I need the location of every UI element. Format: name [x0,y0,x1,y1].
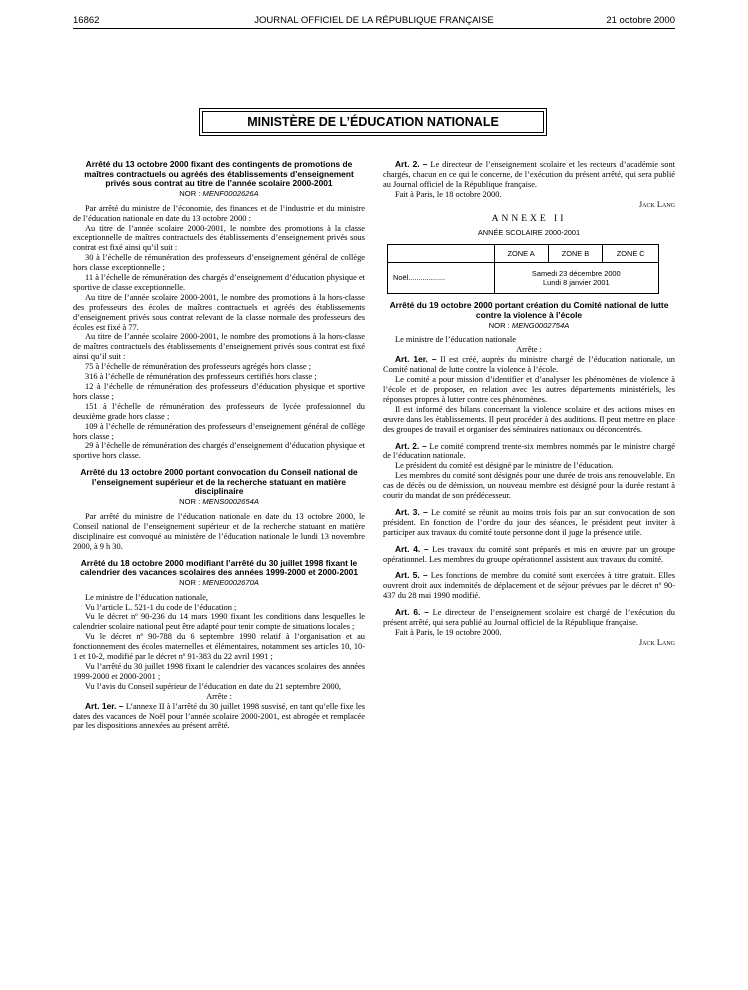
nor-reference: NOR : MENG0002754A [488,320,570,330]
arrete-heading: Arrête : [516,345,542,355]
paragraph: 151 à l’échelle de rémunération des professeurs de lycée professionnel du deuxième grade hors classe ; [73,401,365,421]
table-header: ZONE B [548,245,603,263]
paragraph: Par arrêté du ministre de l’éducation nationale en date du 13 octobre 2000, le Conseil national de l’enseignement supérieur et de la recherche statuant en matière disciplinaire est convoqué au ministère de l’éducation nationale le lundi 13 novembre 2000, à 9 h 30. [73,511,365,551]
paragraph: 11 à l’échelle de rémunération des chargés d’enseignement d’éducation physique et sportive de classe exceptionnelle. [73,273,365,292]
article: Art. 1er. – L’annexe II à l’arrêté du 30 juillet 1998 susvisé, en tant qu’elle fixe les dates des vacances de Noël pour l’année scolaire 2000-2001, est abrogée et remplacée par les dispositions annexées au présent arrêté. [73,700,366,731]
right-column [383,160,675,648]
signature-place-date: Fait à Paris, le 18 octobre 2000. [395,189,502,199]
article: Art. 6. – Le directeur de l’enseignement scolaire est chargé de l’exécution du présent arrêté, qui sera publié au Journal officiel de la République française. [383,607,675,628]
paragraph: Le président du comité est désigné par le ministre de l’éducation. [395,461,614,471]
paragraph: 316 à l’échelle de rémunération des professeurs certifiés hors classe ; [85,372,317,382]
journal-title: JOURNAL OFFICIEL DE LA RÉPUBLIQUE FRANÇAISE [254,15,494,26]
article: Art. 1er. – Il est créé, auprès du ministre chargé de l’éducation nationale, un Comité national de lutte contre la violence à l’école. [383,354,675,375]
paragraph: Au titre de l’année scolaire 2000-2001, le nombre des promotions à la hors-classe des professeurs des écoles de maîtres contractuels et agréés des établissements d’enseignement privés sous contrat relevant de la classe normale des professeurs des écoles est fixé à 77. [73,292,365,332]
paragraph: 30 à l’échelle de rémunération des professeurs d’enseignement général de collège hors classe exceptionnelle ; [73,253,365,273]
paragraph: Vu l’article L. 521-1 du code de l’éducation ; [85,602,237,612]
paragraph: Au titre de l’année scolaire 2000-2001, le nombre des promotions à la classe exceptionnelle de maîtres contractuels des établissements d’enseignement privés sous contrat est fixé ainsi qu’il suit : [73,223,365,253]
paragraph: 109 à l’échelle de rémunération des professeurs d’enseignement général de collège hors classe ; [73,421,365,441]
arrete-heading: Arrête : [206,691,232,701]
article: Art. 3. – Le comité se réunit au moins trois fois par an sur convocation de son président. En fonction de l’ordre du jour des séances, le président peut inviter à participer aux travaux du comité toute personne dont il juge la présence utile. [383,506,675,537]
ministry-title: MINISTÈRE DE L’ÉDUCATION NATIONALE [202,111,544,133]
signature: Jack Lang [638,637,675,647]
article: Art. 5. – Les fonctions de membre du comité sont exercées à titre gratuit. Elles ouvrent droit aux indemnités de déplacement et de séjour prévues par le décret nº 90-437 du 28 mai 1990 modifié. [383,570,675,601]
paragraph: 75 à l’échelle de rémunération des professeurs agrégés hors classe ; [85,362,312,372]
paragraph: Au titre de l’année scolaire 2000-2001, le nombre des promotions à la hors-classe de maîtres contractuels des établissements d’enseignement privés sous contrat est fixé ainsi qu’il suit : [73,332,365,362]
paragraph: 12 à l’échelle de rémunération des professeurs d’éducation physique et sportive hors classe ; [73,382,365,401]
nor-reference: NOR : MENE0002670A [179,577,259,587]
ministry-box [199,108,547,136]
paragraph: 29 à l’échelle de rémunération des chargés d’enseignement d’éducation physique et sportive hors classe. [73,441,365,461]
signature: Jack Lang [638,199,675,209]
paragraph: Le comité a pour mission d’identifier et d’analyser les phénomènes de violence à l’école et de proposer, en relation avec les autres départements ministériels, les réponses propres à lutter contre ces phénomènes. [383,375,675,404]
paragraph: Vu le décret nº 90-236 du 14 mars 1990 fixant les conditions dans lesquelles le calendrier scolaire national peut être adapté pour tenir compte de situations locales ; [73,612,365,632]
paragraph: Les membres du comité sont désignés pour une durée de trois ans renouvelable. En cas de décès ou de démission, un nouveau membre est désigné pour la durée restant à courir du mandat de son prédécesseur. [383,471,675,501]
holiday-dates: Samedi 23 décembre 2000 Lundi 8 janvier 2001 [494,263,658,294]
article: Art. 2. – Le comité comprend trente-six membres nommés par le ministre chargé de l’éducation nationale. [383,440,675,461]
annexe-title: ANNEXE II [491,213,567,224]
paragraph: Il est informé des bilans concernant la violence scolaire et des actions mises en œuvre dans les établissements. Il peut procéder à des auditions. Il peut mettre en place des groupes de travail et organiser des séminaires nationaux ou déconcentrés. [383,404,675,434]
school-year: ANNÉE SCOLAIRE 2000-2001 [477,228,581,238]
holiday-table [387,244,659,294]
running-header [73,14,675,29]
row-label: Noël.................. [388,263,495,294]
table-header: ZONE C [603,245,659,263]
table-header: ZONE A [494,245,548,263]
paragraph: Vu l’arrêté du 30 juillet 1998 fixant le calendrier des vacances scolaires des années 1999-2000 et 2000-2001 ; [73,662,365,681]
issue-date: 21 octobre 2000 [606,15,675,26]
paragraph: Vu l’avis du Conseil supérieur de l’éducation en date du 21 septembre 2000, [85,681,342,691]
paragraph: Par arrêté du ministre de l’économie, des finances et de l’industrie et du ministre de l’éducation nationale en date du 13 octobre 2000 : [73,203,365,223]
paragraph: Le ministre de l’éducation nationale, [85,592,209,602]
left-column [73,160,365,731]
page-number: 16862 [73,15,100,26]
decree-title: Arrêté du 13 octobre 2000 portant convocation du Conseil national de l’enseignement supérieur et de la recherche statuant en matière disciplinaire [80,467,358,497]
nor-reference: NOR : MENF0002626A [179,188,259,198]
table-corner [388,245,495,263]
nor-reference: NOR : MENS0002654A [179,497,259,507]
article: Art. 2. – Le directeur de l’enseignement scolaire et les recteurs d’académie sont chargés, chacun en ce qui le concerne, de l’exécution du présent arrêté, qui sera publié au Journal officiel de la République française. [383,159,676,189]
paragraph: Vu le décret nº 90-788 du 6 septembre 1990 relatif à l’organisation et au fonctionnement des écoles maternelles et élémentaires, notamment ses articles 10, 10-1 et 10-2, modifié par le décret nº 91-383 du 22 avril 1991 ; [73,632,365,662]
decree-title: Arrêté du 19 octobre 2000 portant création du Comité national de lutte contre la violence à l’école [389,300,669,320]
signature-place-date: Fait à Paris, le 19 octobre 2000. [395,628,502,637]
decree-title: Arrêté du 18 octobre 2000 modifiant l’arrêté du 30 juillet 1998 fixant le calendrier des vacances scolaires des années 1999-2000 et 2000-2001 [80,557,358,578]
article: Art. 4. – Les travaux du comité sont préparés et mis en œuvre par un groupe opérationnel. Les membres du groupe opérationnel assistent aux travaux du comité. [383,543,676,564]
decree-title: Arrêté du 13 octobre 2000 fixant des contingents de promotions de maîtres contractuels ou agréés des établissements d’enseignement privés sous contrat au titre de l’année scolaire 2000-2001 [84,159,354,189]
paragraph: Le ministre de l’éducation nationale [395,335,516,345]
